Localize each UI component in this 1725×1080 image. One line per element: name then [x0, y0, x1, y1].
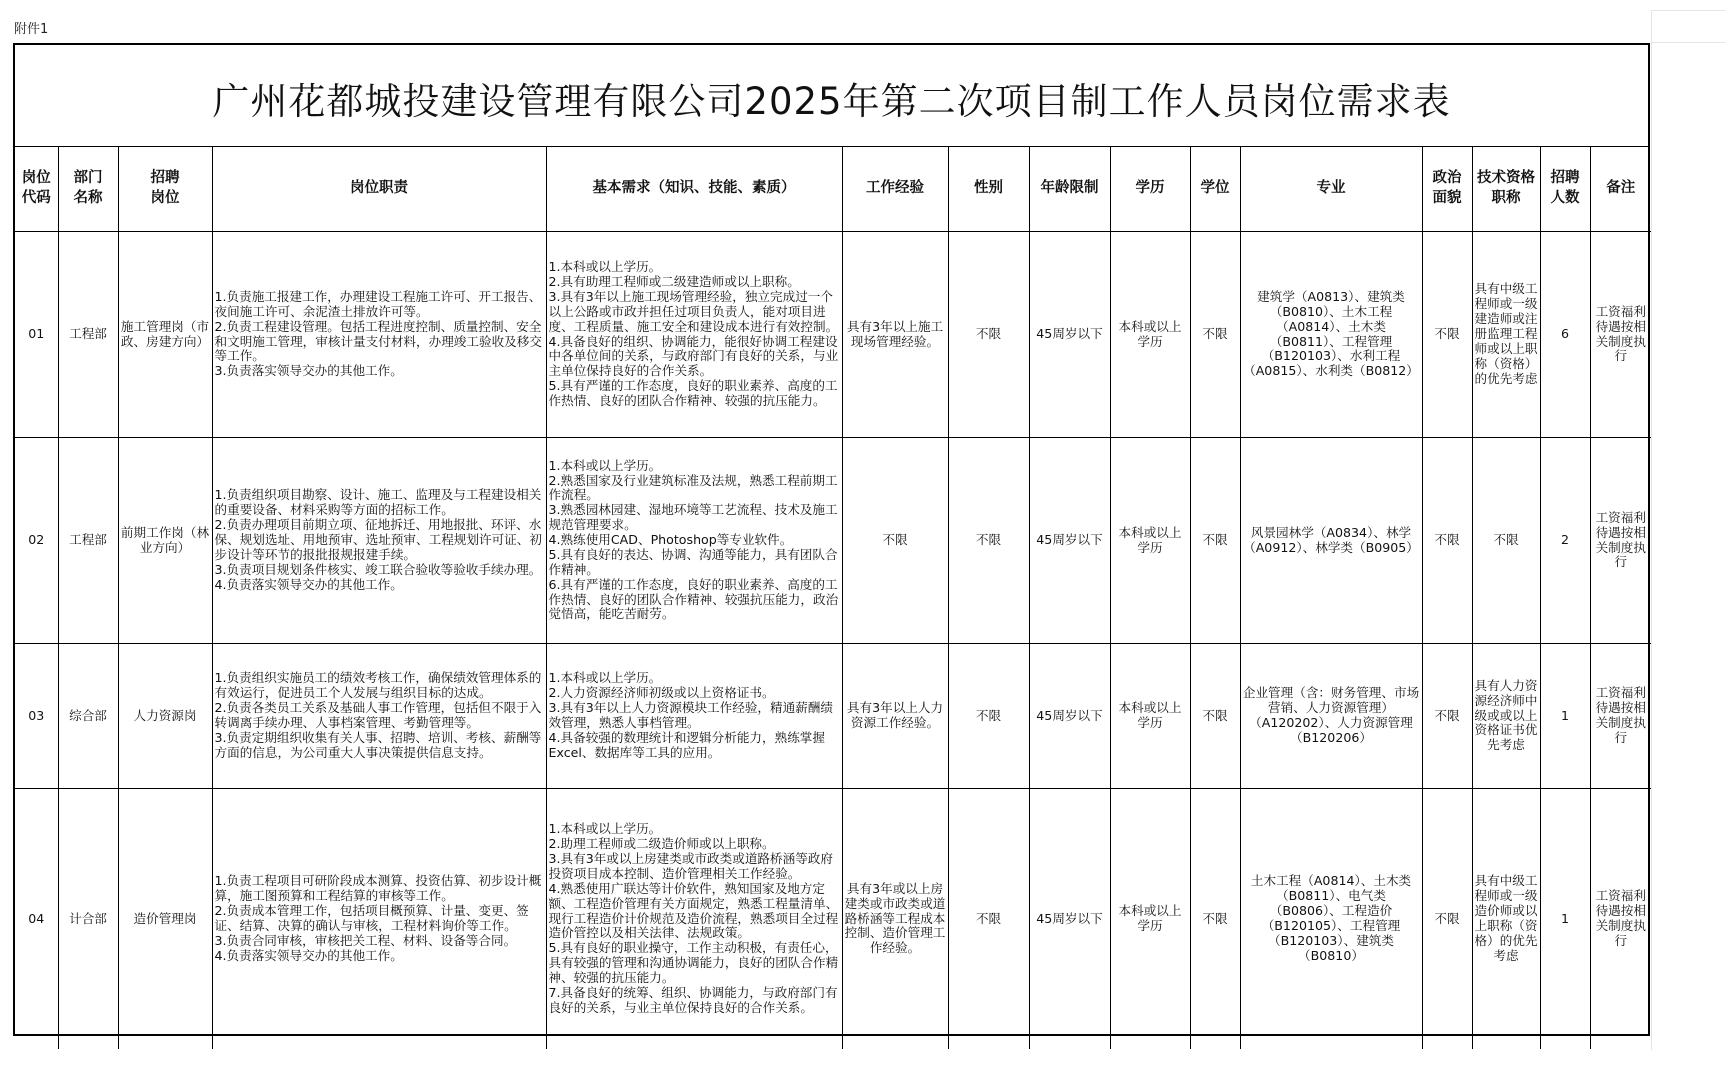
header-count: 招聘 人数 — [1540, 147, 1590, 232]
cell-requirements: 1.本科或以上学历。 2.助理工程师或二级造价师或以上职称。 3.具有3年或以上房建类或市政类或道路桥涵等政府投资项目成本控制、造价管理相关工作经验。 4.熟悉使用广联达等计价软件，熟知国家及地方定额、工程造价管理有关方面规定，熟悉工程量清单、现行工程造价计价规范及造价流程，熟悉项目全过程造价管控以及相关法律、法规政策。 5.具有良好的职业操守，工作主动积极，有责任心，具有较强的管理和沟通协调能力，良好的团队合作精神、较强的抗压能力。 7.具备良好的统筹、组织、协调能力，与政府部门有良好的关系，与业主单位保持良好的合作关系。 — [546, 789, 842, 1050]
header-code: 岗位 代码 — [15, 147, 58, 232]
cell-qualification: 不限 — [1472, 438, 1540, 644]
cell-dept: 工程部 — [58, 232, 118, 438]
grid-line — [1651, 10, 1725, 11]
header-experience: 工作经验 — [842, 147, 948, 232]
cell-count: 1 — [1540, 644, 1590, 789]
cell-degree: 不限 — [1190, 232, 1240, 438]
cell-dept: 计合部 — [58, 789, 118, 1050]
cell-remarks: 工资福利待遇按相关制度执行 — [1590, 644, 1651, 789]
cell-remarks: 工资福利待遇按相关制度执行 — [1590, 232, 1651, 438]
header-political: 政治 面貌 — [1422, 147, 1472, 232]
cell-experience: 不限 — [842, 438, 948, 644]
cell-major: 风景园林学（A0834）、林学（A0912）、林学类（B0905） — [1240, 438, 1422, 644]
cell-political: 不限 — [1422, 644, 1472, 789]
table-row — [15, 232, 1651, 438]
cell-experience: 具有3年以上人力资源工作经验。 — [842, 644, 948, 789]
cell-code: 03 — [15, 644, 58, 789]
cell-qualification: 具有中级工程师或一级建造师或注册监理工程师或以上职称（资格）的优先考虑 — [1472, 232, 1540, 438]
cell-political: 不限 — [1422, 438, 1472, 644]
cell-count: 1 — [1540, 789, 1590, 1050]
requirements-sheet — [13, 43, 1650, 1036]
header-age: 年龄限制 — [1029, 147, 1110, 232]
header-remarks: 备注 — [1590, 147, 1651, 232]
positions-table — [15, 147, 1651, 1049]
cell-gender: 不限 — [948, 644, 1029, 789]
cell-requirements: 1.本科或以上学历。 2.人力资源经济师初级或以上资格证书。 3.具有3年以上人力资源模块工作经验，精通薪酬绩效管理，熟悉人事档管理。 4.具备较强的数理统计和逻辑分析能力，熟练掌握Excel、数据库等工具的应用。 — [546, 644, 842, 789]
cell-qualification: 具有人力资源经济师中级或或以上资格证书优先考虑 — [1472, 644, 1540, 789]
header-dept: 部门 名称 — [58, 147, 118, 232]
cell-education: 本科或以上学历 — [1110, 789, 1190, 1050]
table-row — [15, 644, 1651, 789]
grid-line — [1651, 10, 1652, 1050]
cell-experience: 具有3年以上施工现场管理经验。 — [842, 232, 948, 438]
cell-gender: 不限 — [948, 789, 1029, 1050]
cell-code: 04 — [15, 789, 58, 1050]
cell-count: 2 — [1540, 438, 1590, 644]
cell-duties: 1.负责工程项目可研阶段成本测算、投资估算、初步设计概算，施工图预算和工程结算的审核等工作。 2.负责成本管理工作，包括项目概预算、计量、变更、签证、结算、决算的确认与审核，工程材料询价等工作。 3.负责合同审核，审核把关工程、材料、设备等合同。 4.负责落实领导交办的其他工作。 — [212, 789, 546, 1050]
table-row — [15, 789, 1651, 1050]
cell-major: 企业管理（含：财务管理、市场营销、人力资源管理）（A120202）、人力资源管理（B120206） — [1240, 644, 1422, 789]
header-education: 学历 — [1110, 147, 1190, 232]
cell-code: 01 — [15, 232, 58, 438]
cell-remarks: 工资福利待遇按相关制度执行 — [1590, 438, 1651, 644]
cell-qualification: 具有中级工程师或一级造价师或以上职称（资格）的优先考虑 — [1472, 789, 1540, 1050]
cell-education: 本科或以上学历 — [1110, 644, 1190, 789]
cell-age: 45周岁以下 — [1029, 644, 1110, 789]
cell-age: 45周岁以下 — [1029, 438, 1110, 644]
header-qualification: 技术资格 职称 — [1472, 147, 1540, 232]
attachment-label: 附件1 — [14, 22, 49, 37]
cell-degree: 不限 — [1190, 789, 1240, 1050]
cell-political: 不限 — [1422, 232, 1472, 438]
cell-experience: 具有3年或以上房建类或市政类或道路桥涵等工程成本控制、造价管理工作经验。 — [842, 789, 948, 1050]
cell-requirements: 1.本科或以上学历。 2.具有助理工程师或二级建造师或以上职称。 3.具有3年以上施工现场管理经验，独立完成过一个以上公路或市政并担任过项目负责人，能对项目进度、工程质量、施工安全和建设成本进行有效控制。 4.具备良好的组织、协调能力，能很好协调工程建设中各单位间的关系，与政府部门有良好的关系，与业主单位保持良好的合作关系。 5.具有严谨的工作态度，良好的职业素养、高度的工作热情、良好的团队合作精神、较强的抗压能力。 — [546, 232, 842, 438]
cell-position: 前期工作岗（林业方向） — [118, 438, 212, 644]
cell-age: 45周岁以下 — [1029, 232, 1110, 438]
cell-position: 造价管理岗 — [118, 789, 212, 1050]
cell-position: 施工管理岗（市政、房建方向） — [118, 232, 212, 438]
cell-education: 本科或以上学历 — [1110, 232, 1190, 438]
cell-major: 土木工程（A0814）、土木类（B0811）、电气类（B0806）、工程造价（B120105）、工程管理（B120103）、建筑类（B0810） — [1240, 789, 1422, 1050]
header-degree: 学位 — [1190, 147, 1240, 232]
cell-duties: 1.负责施工报建工作，办理建设工程施工许可、开工报告、夜间施工许可、余泥渣土排放许可等。 2.负责工程建设管理。包括工程进度控制、质量控制、安全和文明施工管理，审核计量支付材料，办理竣工验收及移交等工作。 3.负责落实领导交办的其他工作。 — [212, 232, 546, 438]
table-row — [15, 438, 1651, 644]
cell-remarks: 工资福利待遇按相关制度执行 — [1590, 789, 1651, 1050]
cell-requirements: 1.本科或以上学历。 2.熟悉国家及行业建筑标准及法规，熟悉工程前期工作流程。 3.熟悉园林园建、湿地环境等工艺流程、技术及施工规范管理要求。 4.熟练使用CAD、Photoshop等专业软件。 5.具有良好的表达、协调、沟通等能力，具有团队合作精神。 6.具有严谨的工作态度，良好的职业素养、高度的工作热情、良好的团队合作精神、较强抗压能力，政治觉悟高，能吃苦耐劳。 — [546, 438, 842, 644]
cell-gender: 不限 — [948, 232, 1029, 438]
header-major: 专业 — [1240, 147, 1422, 232]
header-requirements: 基本需求（知识、技能、素质） — [546, 147, 842, 232]
grid-line — [1651, 42, 1725, 43]
cell-political: 不限 — [1422, 789, 1472, 1050]
header-row — [15, 147, 1651, 232]
cell-duties: 1.负责组织实施员工的绩效考核工作，确保绩效管理体系的有效运行，促进员工个人发展与组织目标的达成。 2.负责各类员工关系及基础人事工作管理，包括但不限于入转调离手续办理、人事档案管理、考勤管理等。 3.负责定期组织收集有关人事、招聘、培训、考核、薪酬等方面的信息，为公司重大人事决策提供信息支持。 — [212, 644, 546, 789]
cell-duties: 1.负责组织项目勘察、设计、施工、监理及与工程建设相关的重要设备、材料采购等方面的招标工作。 2.负责办理项目前期立项、征地拆迁、用地报批、环评、水保、规划选址、用地预审、选址预审、工程规划许可证、初步设计等环节的报批报规报建手续。 3.负责项目规划条件核实、竣工联合验收等验收手续办理。 4.负责落实领导交办的其他工作。 — [212, 438, 546, 644]
cell-major: 建筑学（A0813）、建筑类（B0810）、土木工程（A0814）、土木类（B0811）、工程管理（B120103）、水利工程（A0815）、水利类（B0812） — [1240, 232, 1422, 438]
cell-age: 45周岁以下 — [1029, 789, 1110, 1050]
cell-position: 人力资源岗 — [118, 644, 212, 789]
header-gender: 性别 — [948, 147, 1029, 232]
cell-count: 6 — [1540, 232, 1590, 438]
cell-degree: 不限 — [1190, 644, 1240, 789]
cell-dept: 综合部 — [58, 644, 118, 789]
sheet-title: 广州花都城投建设管理有限公司2025年第二次项目制工作人员岗位需求表 — [15, 45, 1648, 147]
cell-education: 本科或以上学历 — [1110, 438, 1190, 644]
cell-gender: 不限 — [948, 438, 1029, 644]
header-duties: 岗位职责 — [212, 147, 546, 232]
cell-code: 02 — [15, 438, 58, 644]
header-position: 招聘 岗位 — [118, 147, 212, 232]
cell-degree: 不限 — [1190, 438, 1240, 644]
cell-dept: 工程部 — [58, 438, 118, 644]
